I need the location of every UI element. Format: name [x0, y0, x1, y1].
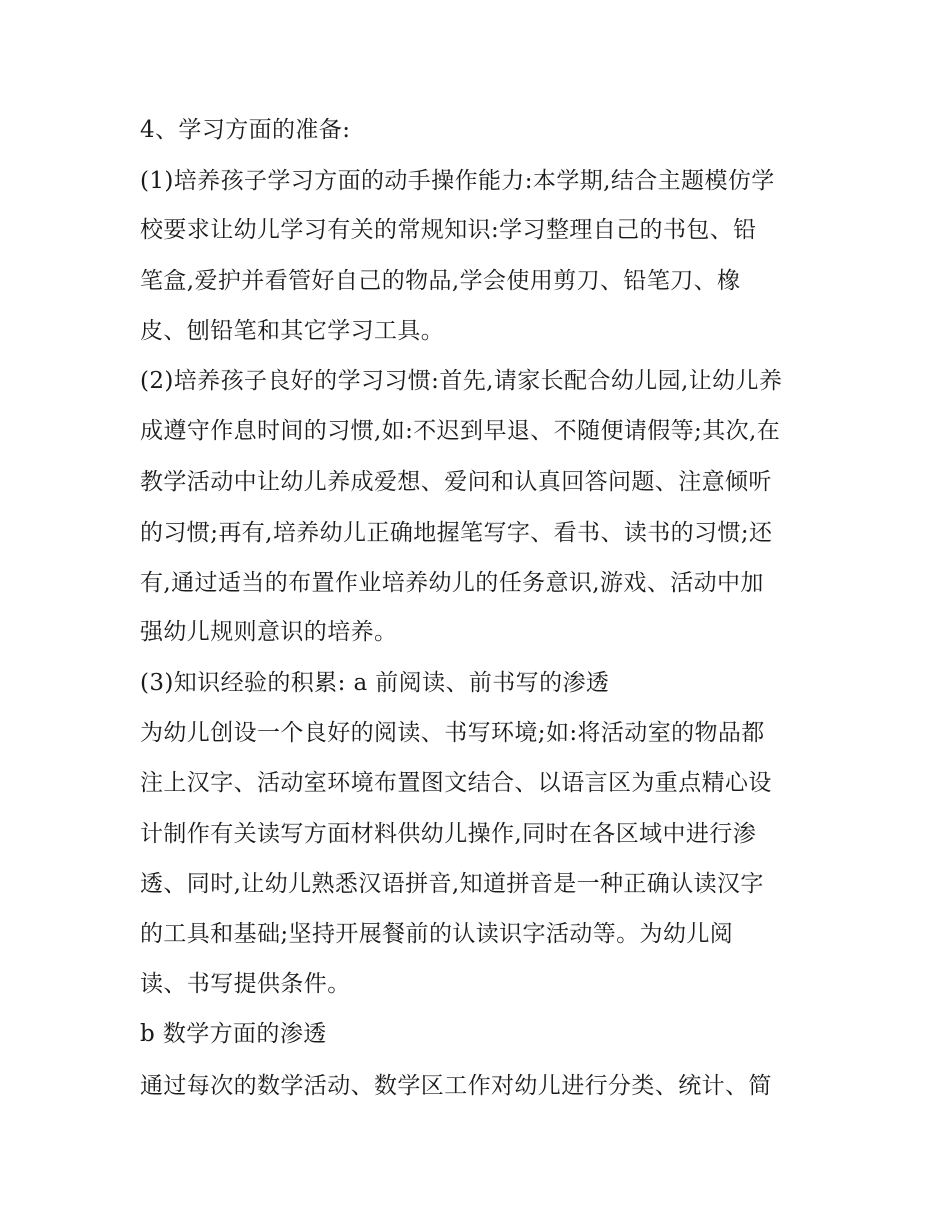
section-heading: 4、学习方面的准备: [140, 117, 351, 143]
paragraph-line: 强幼儿规则意识的培养。 [140, 619, 398, 645]
paragraph-line: 笔盒,爱护并看管好自己的物品,学会使用剪刀、铅笔刀、橡 [140, 268, 741, 294]
paragraph-line: 计制作有关读写方面材料供幼儿操作,同时在各区域中进行渗 [140, 821, 757, 847]
paragraph-line: 的习惯;再有,培养幼儿正确地握笔写字、看书、读书的习惯;还 [140, 520, 773, 546]
paragraph-line: 透、同时,让幼儿熟悉汉语拼音,知道拼音是一种正确认读汉字 [140, 871, 764, 897]
paragraph-line: (1)培养孩子学习方面的动手操作能力:本学期,结合主题模仿学 [140, 168, 775, 194]
subsection-heading: (3)知识经验的积累: a 前阅读、前书写的渗透 [140, 670, 610, 696]
paragraph-line: 教学活动中让幼儿养成爱想、爱问和认真回答问题、注意倾听 [140, 469, 772, 495]
subsection-heading: b 数学方面的渗透 [140, 1021, 327, 1047]
paragraph-line: 通过每次的数学活动、数学区工作对幼儿进行分类、统计、简 [140, 1073, 772, 1099]
paragraph-line: 成遵守作息时间的习惯,如:不迟到早退、不随便请假等;其次,在 [140, 418, 781, 444]
paragraph-line: 读、书写提供条件。 [140, 971, 351, 997]
paragraph-line: 有,通过适当的布置作业培养幼儿的任务意识,游戏、活动中加 [140, 570, 764, 596]
paragraph-line: 校要求让幼儿学习有关的常规知识:学习整理自己的书包、铅 [140, 217, 757, 243]
paragraph-line: 的工具和基础;坚持开展餐前的认读识字活动等。为幼儿阅 [140, 921, 734, 947]
paragraph-line: 皮、刨铅笔和其它学习工具。 [140, 318, 445, 344]
paragraph-line: 注上汉字、活动室环境布置图文结合、以语言区为重点精心设 [140, 770, 772, 796]
paragraph-line: (2)培养孩子良好的学习习惯:首先,请家长配合幼儿园,让幼儿养 [140, 368, 783, 394]
paragraph-line: 为幼儿创设一个良好的阅读、书写环境;如:将活动室的物品都 [140, 720, 765, 746]
